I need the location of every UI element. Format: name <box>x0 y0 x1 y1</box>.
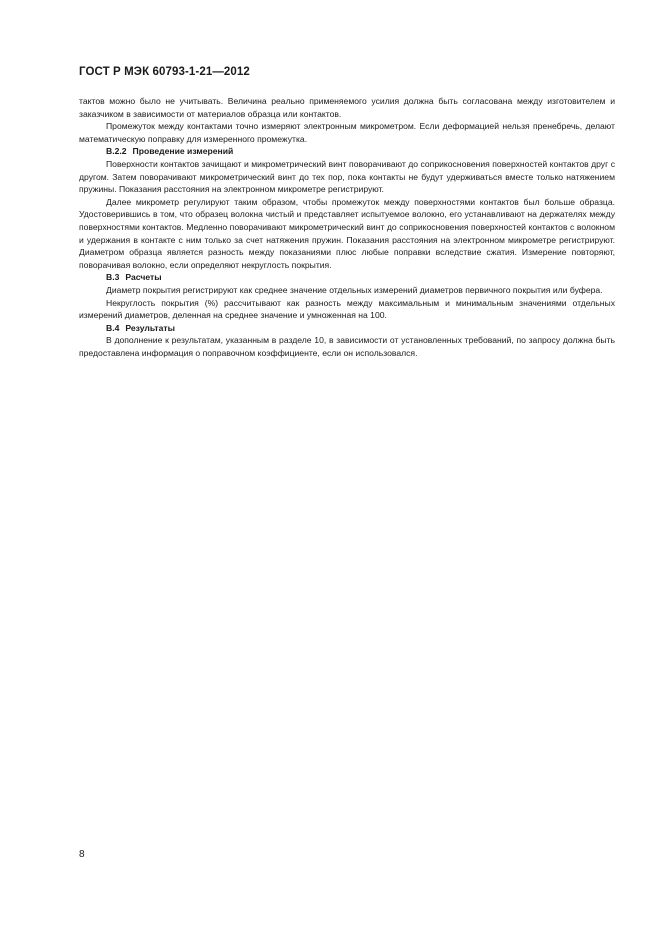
paragraph: В дополнение к результатам, указанным в разделе 10, в зависимости от установленных требований, по запросу должна быть предоставлена информация о поправочном коэффициенте, если он использовался. <box>79 335 615 358</box>
section-number: В.2.2 <box>106 146 127 157</box>
section-number: В.3 <box>106 272 120 283</box>
paragraph: Некруглость покрытия (%) рассчитывают как разность между максимальным и минимальным значениями отдельных измерений диаметров, деленная на среднее значение и умноженная на 100. <box>79 297 615 321</box>
section-title: Расчеты <box>125 272 162 283</box>
document-header: ГОСТ Р МЭК 60793-1-21—2012 <box>79 66 250 78</box>
paragraph: тактов можно было не учитывать. Величина реально применяемого усилия должна быть согласована между изготовителем и заказчиком в зависимости от материалов образца или контактов. <box>79 96 615 119</box>
paragraph: Диаметр покрытия регистрируют как среднее значение отдельных измерений диаметров первичного покрытия или буфера. <box>106 284 603 295</box>
document-body <box>79 95 615 359</box>
section-title: Проведение измерений <box>132 146 234 157</box>
section-title: Результаты <box>125 322 175 333</box>
page-number: 8 <box>79 849 85 860</box>
paragraph: Поверхности контактов зачищают и микрометрический винт поворачивают до соприкосновения поверхностей контактов друг с другом. Затем поворачивают микрометрический винт до тех пор, пока контакты не будут удерживаться вместе только натяжением пружины. Показания расстояния на электронном микрометре регистрируют. <box>79 158 615 195</box>
paragraph: Далее микрометр регулируют таким образом, чтобы промежуток между поверхностями контактов был больше образца. Удостоверившись в том, что образец волокна чистый и представляет испытуемое волокно, его устанавливают на держателях между поверхностями контактов. Медленно поворачивают микрометрический винт до соприкосновения поверхностей контактов с волокном и удержания в контакте с ним только за счет натяжения пружин. Показания расстояния на электронном микрометре регистрируют. Диаметром образца является разность между показаниями плюс любые поправки вследствие сжатия. Измерение повторяют, поворачивая волокно, если определяют некруглость покрытия. <box>79 196 615 270</box>
section-heading-b4 <box>79 322 615 335</box>
section-heading-b3 <box>79 271 615 284</box>
section-number: В.4 <box>106 322 120 333</box>
paragraph: Промежуток между контактами точно измеряют электронным микрометром. Если деформацией нельзя пренебречь, делают математическую поправку для измеренного промежутка. <box>79 121 615 144</box>
section-heading-b22 <box>79 145 615 158</box>
